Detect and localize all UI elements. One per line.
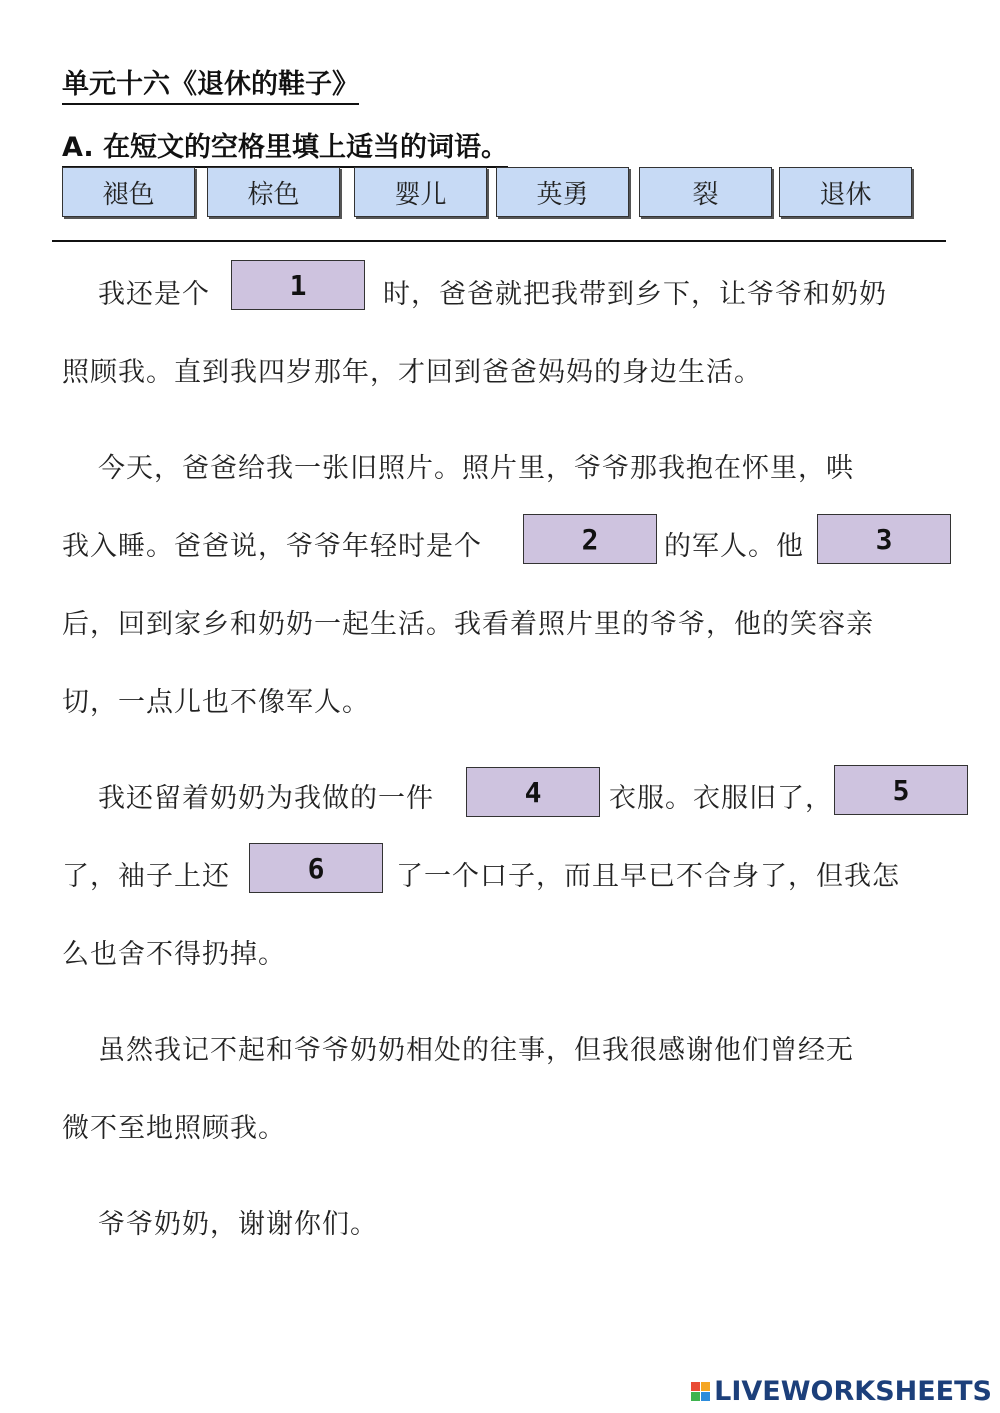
answer-blank-6[interactable]: 6 [249,843,383,893]
passage-text: 我还是个 [98,279,210,310]
passage-text: 今天，爸爸给我一张旧照片。照片里，爷爷那我抱在怀里，哄 [98,453,854,484]
liveworksheets-logo-icon [691,1382,710,1401]
passage-text: 微不至地照顾我。 [62,1113,286,1144]
liveworksheets-logo[interactable] [691,1376,992,1407]
answer-blank-5[interactable]: 5 [834,765,968,815]
answer-blank-2[interactable]: 2 [523,514,657,564]
passage-text: 衣服。衣服旧了， [609,783,833,814]
answer-blank-1[interactable]: 1 [231,260,365,310]
passage-text: 我入睡。爸爸说，爷爷年轻时是个 [62,531,482,562]
passage-text: 切，一点儿也不像军人。 [62,687,370,718]
passage-text: 爷爷奶奶，谢谢你们。 [98,1209,378,1240]
passage-text: 么也舍不得扔掉。 [62,939,286,970]
passage-text: 后，回到家乡和奶奶一起生活。我看着照片里的爷爷，他的笑容亲 [62,609,874,640]
divider-line [52,240,946,242]
logo-text: LIVEWORKSHEETS [714,1376,992,1407]
passage-text: 照顾我。直到我四岁那年，才回到爸爸妈妈的身边生活。 [62,357,762,388]
word-bank-item-4[interactable]: 英勇 [496,167,629,217]
passage-text: 了一个口子，而且早已不合身了，但我怎 [396,861,900,892]
passage-text: 的军人。他 [664,531,804,562]
word-bank-item-5[interactable]: 裂 [639,167,772,217]
passage-text: 时，爸爸就把我带到乡下，让爷爷和奶奶 [383,279,887,310]
word-bank-item-1[interactable]: 褪色 [62,167,195,217]
passage-text: 我还留着奶奶为我做的一件 [98,783,434,814]
instruction-text: A. 在短文的空格里填上适当的词语。 [62,125,508,168]
word-bank-item-6[interactable]: 退休 [779,167,912,217]
answer-blank-3[interactable]: 3 [817,514,951,564]
passage-text: 了，袖子上还 [62,861,230,892]
word-bank-item-2[interactable]: 棕色 [207,167,340,217]
worksheet-title: 单元十六《退休的鞋子》 [62,62,359,105]
passage-text: 虽然我记不起和爷爷奶奶相处的往事，但我很感谢他们曾经无 [98,1035,854,1066]
word-bank-item-3[interactable]: 婴儿 [354,167,487,217]
answer-blank-4[interactable]: 4 [466,767,600,817]
